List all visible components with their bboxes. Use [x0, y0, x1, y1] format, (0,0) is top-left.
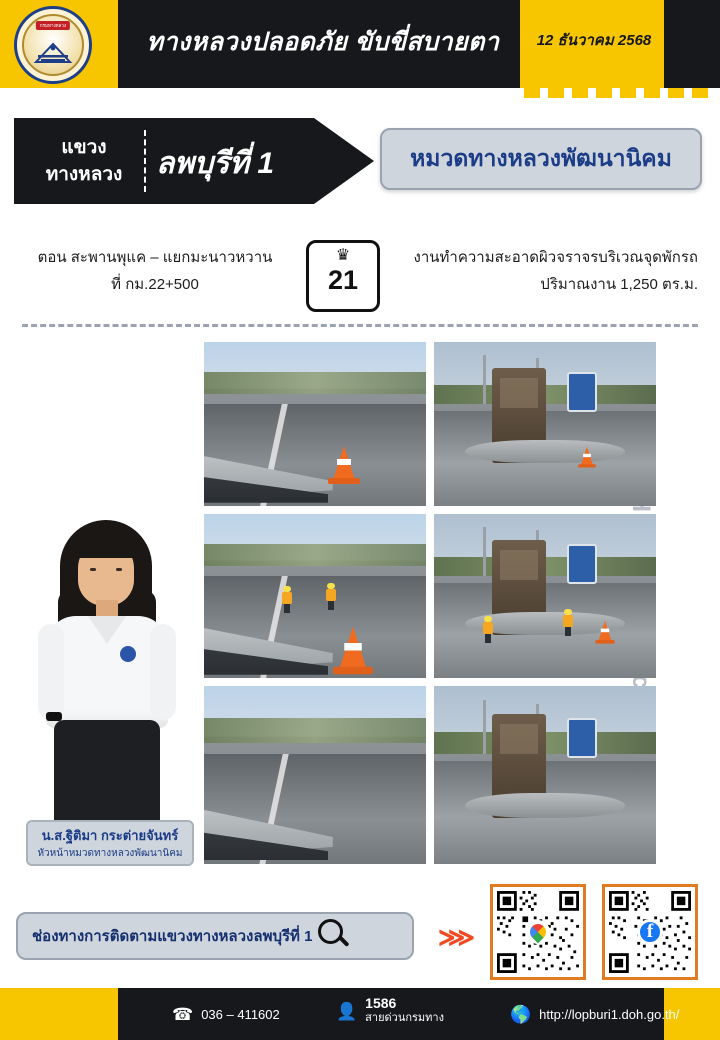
district-banner-divider [144, 130, 146, 192]
dept-of-highways-logo [14, 6, 92, 84]
work-info [392, 244, 698, 298]
chevrons-icon: ⋙ [438, 922, 471, 952]
footer-phone [172, 1006, 280, 1023]
crown-icon: ♛ [335, 247, 351, 264]
photo-road-3 [204, 686, 426, 864]
officer-name-badge [26, 820, 194, 866]
officer-name: น.ส.ฐิติมา กระต่ายจันทร์ [41, 828, 179, 843]
route-shield [306, 240, 380, 312]
facebook-icon: f [637, 919, 663, 945]
line-qr-code[interactable] [490, 884, 586, 980]
header-title: ทางหลวงปลอดภัย ขับขี่สบายตา [146, 28, 500, 56]
highway-emblem-icon [32, 38, 74, 66]
photo-road-1 [204, 342, 426, 506]
work-info-line1: งานทำความสะอาดผิวจราจรบริเวณจุดพักรถ [413, 249, 698, 266]
monument-scene [434, 686, 656, 864]
work-info-line2: ปริมาณงาน 1,250 ตร.ม. [540, 276, 698, 293]
section-info-line2: ที่ กม.22+500 [111, 276, 199, 293]
divider [22, 324, 698, 327]
follow-channels-box[interactable] [16, 912, 414, 960]
logo-inner [22, 14, 84, 76]
magnifier-icon [318, 919, 352, 953]
person-headset-icon: 👤 [336, 1001, 358, 1021]
department-label: หมวดทางหลวงพัฒนานิคม [410, 145, 672, 171]
photo-monument-3 [434, 686, 656, 864]
district-banner [14, 118, 374, 204]
footer-phone-number: 036 – 411602 [201, 1007, 280, 1022]
map-pin-icon [526, 920, 550, 944]
road-scene [204, 686, 426, 864]
district-banner-main: ลพบุรีที่ 1 [156, 147, 275, 180]
phone-icon: ☎ [172, 1005, 194, 1024]
officer-figure [16, 520, 196, 828]
monument-scene [434, 514, 656, 678]
photo-grid [204, 342, 656, 864]
section-info-line1: ตอน สะพานพุแค – แยกมะนาวหวาน [37, 249, 273, 266]
district-banner-sub-line1: แขวง [61, 137, 107, 158]
section-info [24, 244, 286, 298]
photo-monument-2 [434, 514, 656, 678]
facebook-qr-code[interactable] [602, 884, 698, 980]
footer-hotline-number: 1586 [365, 995, 397, 1011]
footer-website-url: http://lopburi1.doh.go.th/ [539, 1007, 680, 1022]
district-banner-sub-line2: ทางหลวง [45, 164, 123, 185]
officer-position: หัวหน้าหมวดทางหลวงพัฒนานิคม [37, 848, 183, 859]
follow-channels-label: ช่องทางการติดตามแขวงทางหลวงลพบุรีที่ 1 [32, 928, 313, 945]
header [0, 0, 720, 88]
photo-road-2 [204, 514, 426, 678]
photo-monument-1 [434, 342, 656, 506]
header-right-block [664, 0, 720, 88]
header-date: 12 ธันวาคม 2568 [536, 32, 652, 49]
footer-hotline [336, 996, 444, 1026]
footer-hotline-label: สายด่วนกรมทาง [365, 1012, 444, 1024]
logo-banner-text: กรมทางหลวง [36, 21, 70, 30]
footer-website[interactable] [510, 1006, 679, 1023]
globe-icon: 🌎 [510, 1005, 532, 1024]
department-box [380, 128, 702, 190]
road-scene [204, 342, 426, 506]
header-dash-strip [520, 88, 720, 98]
officer-photo [16, 520, 196, 860]
footer-left-block [0, 988, 118, 1040]
district-banner-sub [30, 134, 138, 188]
road-scene [204, 514, 426, 678]
uniform-logo-icon [120, 646, 136, 662]
route-number: 21 [327, 265, 359, 295]
monument-scene [434, 342, 656, 506]
